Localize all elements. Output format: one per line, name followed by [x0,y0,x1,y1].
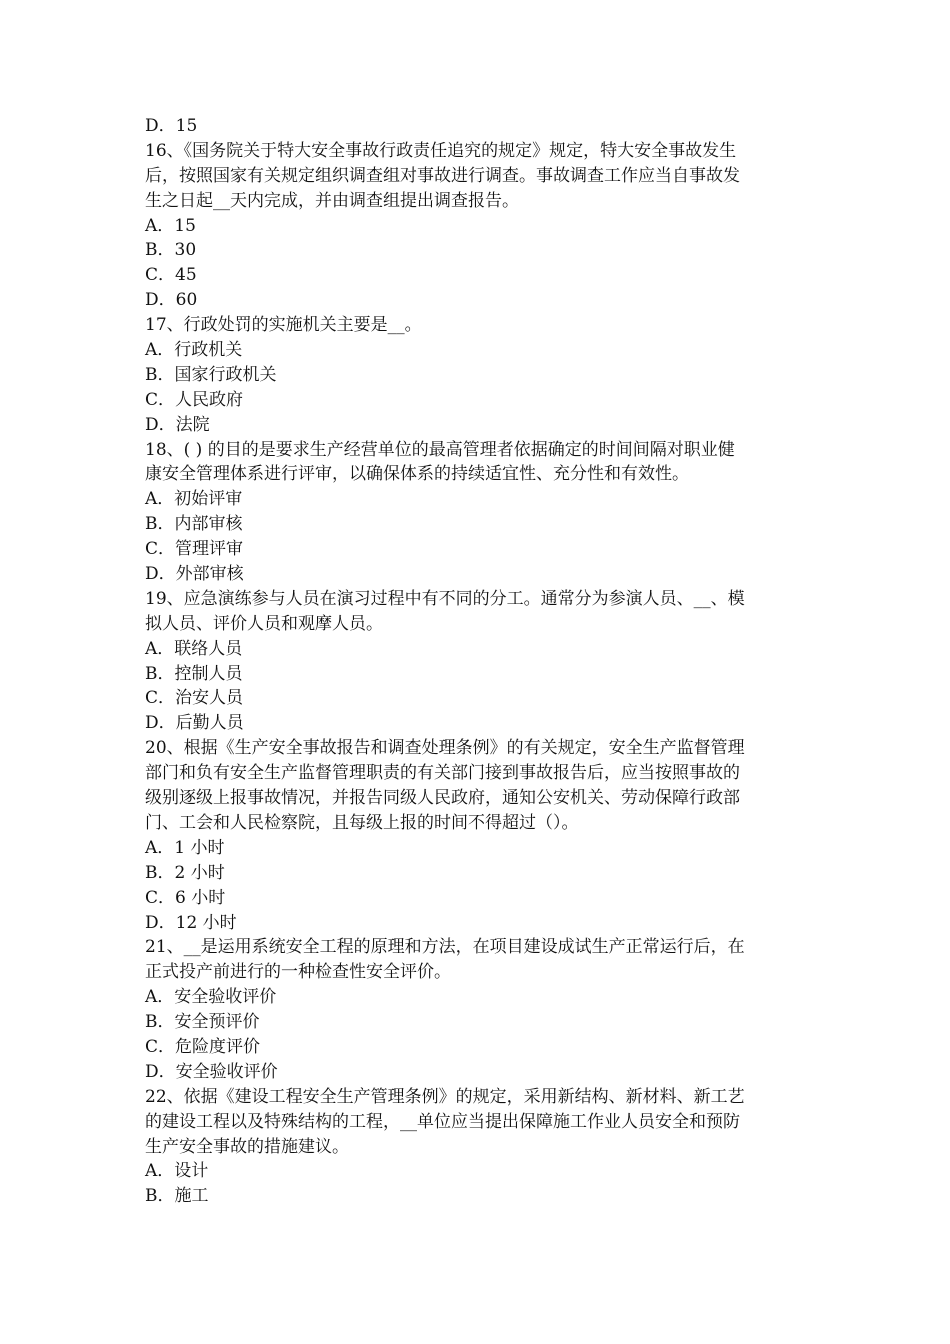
question-line: 20、根据《生产安全事故报告和调查处理条例》的有关规定，安全生产监督管理 [145,738,745,759]
option-text: 15 [175,116,198,136]
option-text: 30 [174,240,197,261]
question-line: 16、《国务院关于特大安全事故行政责任追究的规定》规定，特大安全事故发生 [145,140,737,161]
question-line: 17、行政处罚的实施机关主要是__。 [145,315,422,336]
option-item [145,1010,810,1035]
option-letter: C． [145,1036,176,1057]
option-letter: D． [145,1061,176,1082]
option-letter: A． [145,215,175,236]
option-item [145,1060,810,1085]
option-item [145,537,810,562]
option-text: 施工 [174,1186,209,1207]
option-text: 治安人员 [175,688,244,709]
option-letter: C． [145,539,176,560]
option-item [145,214,810,239]
question-line: 正式投产前进行的一种检查性安全评价。 [145,962,451,983]
option-item [145,662,810,687]
option-item [145,562,810,587]
option-text: 国家行政机关 [174,364,277,385]
option-item [145,861,810,886]
document-page [145,114,810,1209]
option-text: 管理评审 [175,539,244,560]
option-letter: C． [145,887,176,908]
option-item [145,1035,810,1060]
option-item [145,836,810,861]
question-block [145,313,810,437]
option-letter: D． [145,912,176,933]
option-item [145,114,810,139]
option-text: 15 [174,215,196,236]
option-letter: A． [145,638,175,659]
question-line: 部门和负有安全生产监督管理职责的有关部门接到事故报告后，应当按照事故的 [145,763,740,784]
option-text: 外部审核 [175,564,244,585]
option-text: 初始评审 [174,489,243,510]
option-letter: B． [145,514,175,535]
question-line: 21、__是运用系统安全工程的原理和方法，在项目建设成试生产正常运行后，在 [145,937,745,958]
option-letter: B． [145,1012,175,1033]
option-letter: D． [145,713,176,734]
option-item [145,1184,810,1209]
option-letter: A． [145,987,175,1008]
question-line: 级别逐级上报事故情况，并报告同级人民政府，通知公安机关、劳动保障行政部 [145,788,740,809]
question-list [145,139,810,1209]
option-item [145,911,810,936]
option-text: 人民政府 [175,389,244,410]
option-item [145,238,810,263]
question-block [145,587,810,736]
question-line: 后，按照国家有关规定组织调查组对事故进行调查。事故调查工作应当自事故发 [145,165,740,186]
option-letter: D． [145,116,176,136]
option-letter: D． [145,414,176,435]
option-text: 60 [175,290,198,311]
option-text: 安全验收评价 [175,1061,278,1082]
question-line: 生之日起__天内完成，并由调查组提出调查报告。 [145,190,519,211]
question-line: 19、应急演练参与人员在演习过程中有不同的分工。通常分为参演人员、__、模 [145,588,745,609]
option-letter: C． [145,265,176,286]
question-block [145,736,810,935]
option-text: 行政机关 [174,340,243,361]
option-text: 12 小时 [175,912,237,933]
option-letter: C． [145,688,176,709]
option-text: 内部审核 [174,514,243,535]
option-letter: A． [145,1161,175,1182]
option-item [145,363,810,388]
option-letter: A． [145,837,175,858]
option-letter: B． [145,240,175,261]
option-item [145,487,810,512]
question-line: 的建设工程以及特殊结构的工程，__单位应当提出保障施工作业人员安全和预防 [145,1111,740,1132]
option-text: 控制人员 [174,663,243,684]
option-text: 45 [175,265,197,286]
question-block [145,935,810,1084]
option-item [145,288,810,313]
option-letter: B． [145,1186,175,1207]
question-line: 康安全管理体系进行评审，以确保体系的持续适宜性、充分性和有效性。 [145,464,689,485]
question-line: 门、工会和人民检察院，且每级上报的时间不得超过（）。 [145,812,579,833]
option-text: 设计 [174,1161,209,1182]
question-block [145,1085,810,1209]
question-block [145,438,810,587]
option-item [145,512,810,537]
option-item [145,686,810,711]
option-text: 1 小时 [174,837,225,858]
option-text: 安全验收评价 [174,987,277,1008]
option-letter: C． [145,389,176,410]
question-line: 18、( ) 的目的是要求生产经营单位的最高管理者依据确定的时间间隔对职业健 [145,439,735,460]
option-text: 安全预评价 [174,1012,260,1033]
option-item [145,886,810,911]
option-item [145,1159,810,1184]
option-item [145,338,810,363]
option-text: 2 小时 [174,862,225,883]
option-item [145,388,810,413]
option-letter: A． [145,340,175,361]
option-text: 联络人员 [174,638,243,659]
option-text: 危险度评价 [175,1036,261,1057]
option-text: 法院 [175,414,210,435]
option-item [145,413,810,438]
option-item [145,637,810,662]
question-line: 生产安全事故的措施建议。 [145,1136,349,1157]
option-item [145,711,810,736]
option-letter: A． [145,489,175,510]
option-letter: B． [145,862,175,883]
option-item [145,985,810,1010]
question-block [145,139,810,313]
option-letter: D． [145,564,176,585]
option-letter: D． [145,290,176,311]
option-item [145,263,810,288]
option-letter: B． [145,663,175,684]
option-text: 6 小时 [175,887,226,908]
question-line: 拟人员、评价人员和观摩人员。 [145,613,383,634]
question-line: 22、依据《建设工程安全生产管理条例》的规定，采用新结构、新材料、新工艺 [145,1086,745,1107]
option-letter: B． [145,364,175,385]
option-text: 后勤人员 [175,713,244,734]
